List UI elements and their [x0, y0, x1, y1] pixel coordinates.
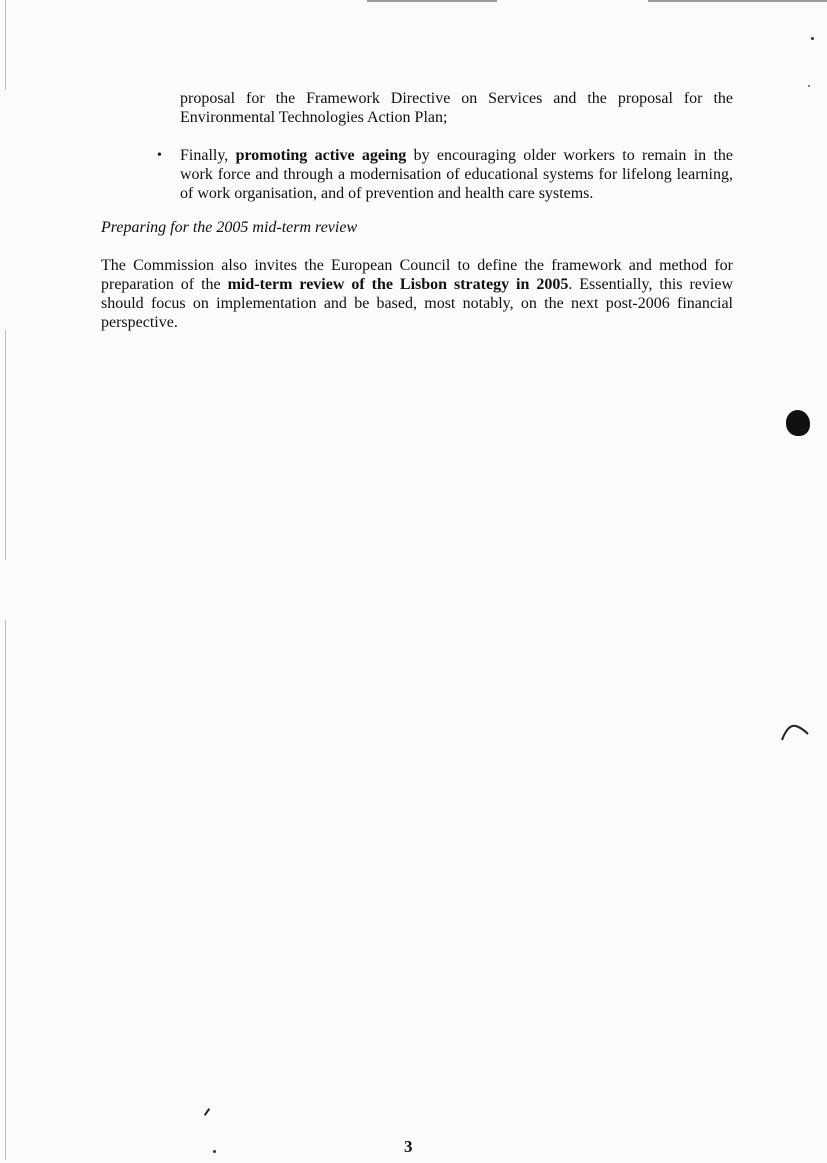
page-number: 3 [404, 1137, 413, 1156]
scan-arc-mark [780, 722, 810, 742]
continued-text: proposal for the Framework Directive on Services and the proposal for the Environmental Technologies Action Plan; [180, 90, 733, 126]
scan-speck [204, 1108, 210, 1116]
scan-edge-line [5, 330, 6, 560]
scan-speck [213, 1150, 216, 1153]
bullet-icon: • [157, 148, 162, 163]
bullet-text: Finally, promoting active ageing by encouraging older workers to remain in the work force and through a modernisation of educational systems for lifelong learning, of work organisation, and of prevention and health care systems. [180, 147, 733, 202]
scan-edge-line [367, 0, 497, 2]
paragraph-emphasis: mid-term review of the Lisbon strategy in 2005 [227, 276, 569, 293]
scan-edge-line [648, 0, 827, 2]
bullet-item [157, 146, 733, 203]
section-heading: Preparing for the 2005 mid-term review [101, 219, 358, 236]
body-paragraph: The Commission also invites the European Council to define the framework and method for preparation of the mid-term review of the Lisbon strategy in 2005. Essentially, this review should focus on implementation and be based, most notably, on the next post-2006 financial perspective. [101, 257, 733, 331]
punch-hole-mark [786, 410, 810, 436]
scan-edge-line [5, 620, 6, 1160]
scan-speck [811, 37, 814, 40]
scan-speck [808, 85, 810, 87]
scan-edge-line [5, 0, 6, 90]
bullet-emphasis: promoting active ageing [235, 147, 407, 164]
